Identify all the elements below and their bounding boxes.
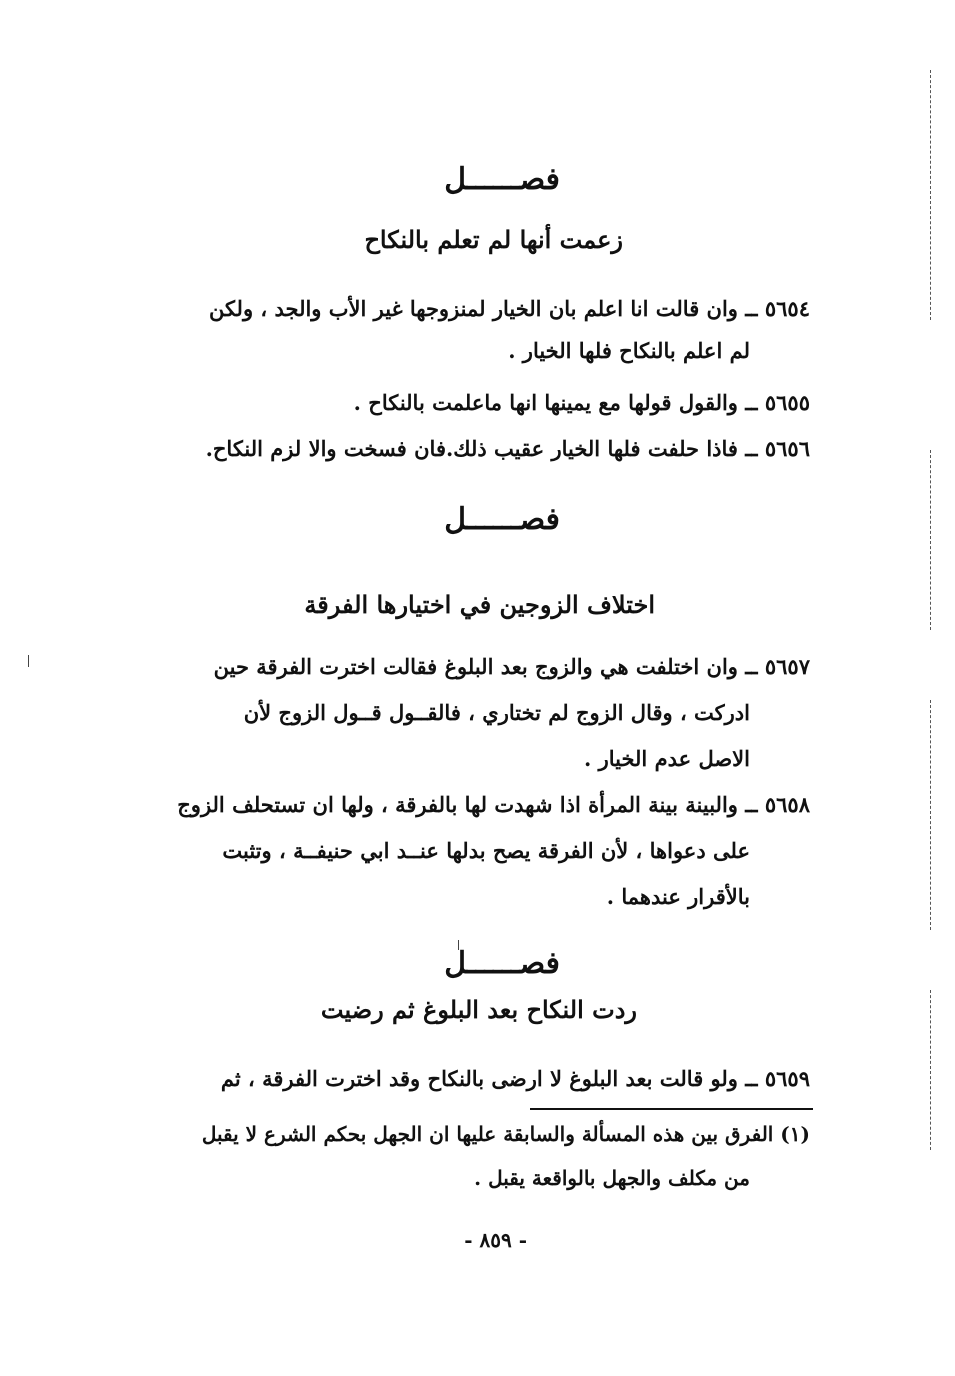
section-title: ردت النكاح بعد البلوغ ثم رضيت xyxy=(320,995,637,1024)
paragraph-line: ٥٦٥٩ ــ ولو قالت بعد البلوغ لا ارضى بالنكاح وقد اخترت الفرقة ، ثم xyxy=(220,1066,810,1091)
paragraph-line: لم اعلم بالنكاح فلها الخيار . xyxy=(508,338,750,363)
paragraph-line: ٥٦٥٧ ــ وان اختلفت هي والزوج بعد البلوغ فقالت اخترت الفرقة حين xyxy=(213,654,810,679)
paragraph-line: ادركت ، وقال الزوج لم تختاري ، فالقــول قــول الزوج لأن xyxy=(243,700,750,725)
section-heading: فصــــــل xyxy=(444,946,560,981)
right-edge-dashes xyxy=(930,450,931,630)
scan-mark xyxy=(28,655,29,667)
right-edge-dashes xyxy=(930,700,931,930)
footnote-line: (١) الفرق بين هذه المسألة والسابقة عليها ان الجهل بحكم الشرع لا يقبل xyxy=(201,1122,810,1146)
section-heading: فصــــــل xyxy=(444,502,560,537)
section-heading: فصــــــل xyxy=(444,162,560,197)
section-title: اختلاف الزوجين في اختيارها الفرقة xyxy=(304,590,655,619)
page-number: - ٨٥٩ - xyxy=(464,1228,527,1252)
paragraph-line: على دعواها ، لأن الفرقة يصح بدلها عنــد ابي حنيفــة ، وتثبت xyxy=(222,838,750,863)
paragraph-line: الاصل عدم الخيار . xyxy=(583,746,750,771)
paragraph-line: ٥٦٥٦ ــ فاذا حلفت فلها الخيار عقيب ذلك.فان فسخت والا لزم النكاح. xyxy=(205,436,810,461)
right-edge-dashes xyxy=(930,990,931,1150)
paragraph-line: ٥٦٥٨ ــ والبينة بينة المرأة اذا شهدت لها بالفرقة ، ولها ان تستحلف الزوج xyxy=(177,792,810,817)
footnote-divider xyxy=(530,1108,813,1110)
right-edge-dashes xyxy=(930,70,931,320)
paragraph-line: ٥٦٥٤ ــ وان قالت انا اعلم بان الخيار لمنزوجها غير الأب والجد ، ولكن xyxy=(208,296,810,321)
paragraph-line: ٥٦٥٥ ــ والقول قولها مع يمينها انها ماعلمت بالنكاح . xyxy=(353,390,810,415)
paragraph-line: بالأقرار عندهما . xyxy=(606,884,750,909)
footnote-line: من مكلف والجهل بالواقعة يقبل . xyxy=(474,1166,750,1190)
section-title: زعمت أنها لم تعلم بالنكاح xyxy=(364,225,623,254)
